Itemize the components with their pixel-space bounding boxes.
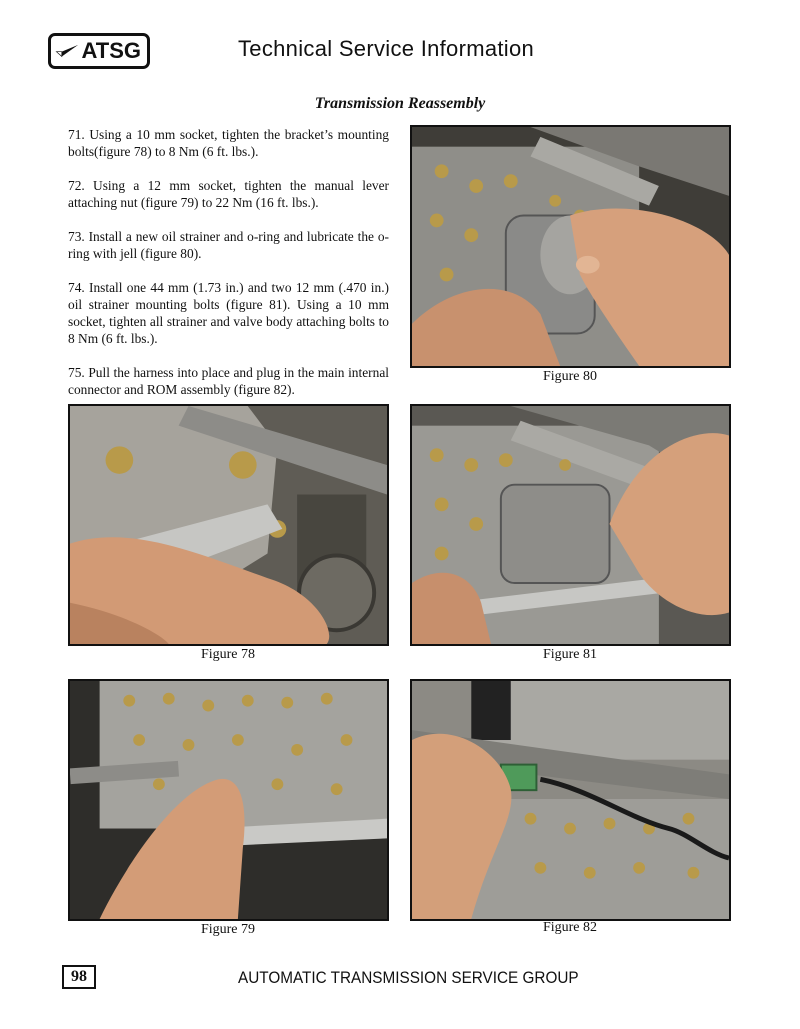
checkmark-logo-icon [55, 39, 80, 63]
logo-text: ATSG [81, 38, 141, 63]
atsg-logo [48, 33, 150, 69]
section-title: Transmission Reassembly [314, 95, 486, 112]
footer-text: AUTOMATIC TRANSMISSION SERVICE GROUP [238, 968, 579, 987]
figure-78-caption: Figure 78 [200, 647, 256, 662]
figure-78-photo [68, 404, 389, 646]
figure-79-photo [68, 679, 389, 921]
figure-79-caption: Figure 79 [200, 922, 256, 937]
page-number: 98 [62, 965, 96, 989]
figure-80-photo [410, 125, 731, 368]
step-74: 74. Install one 44 mm (1.73 in.) and two 12 mm (.470 in.) oil strainer mounting bolts (figure 81). Using a 10 mm socket, tighten all strainer and valve body attaching bolts to 8 Nm (6 ft. lbs.). [68, 280, 389, 346]
figure-81-photo [410, 404, 731, 646]
figure-82-caption: Figure 82 [542, 920, 598, 935]
page-header-title: Technical Service Information [238, 36, 535, 61]
figure-82-photo [410, 679, 731, 921]
instruction-steps [68, 126, 389, 415]
step-72: 72. Using a 12 mm socket, tighten the manual lever attaching nut (figure 79) to 22 Nm (16 ft. lbs.). [68, 178, 389, 210]
step-71: 71. Using a 10 mm socket, tighten the bracket’s mounting bolts(figure 78) to 8 Nm (6 ft. lbs.). [68, 127, 389, 159]
step-75: 75. Pull the harness into place and plug in the main internal connector and ROM assembly (figure 82). [68, 365, 389, 397]
figure-80-caption: Figure 80 [542, 369, 598, 384]
figure-81-caption: Figure 81 [542, 647, 598, 662]
step-73: 73. Install a new oil strainer and o-ring and lubricate the o-ring with jell (figure 80). [68, 229, 389, 261]
